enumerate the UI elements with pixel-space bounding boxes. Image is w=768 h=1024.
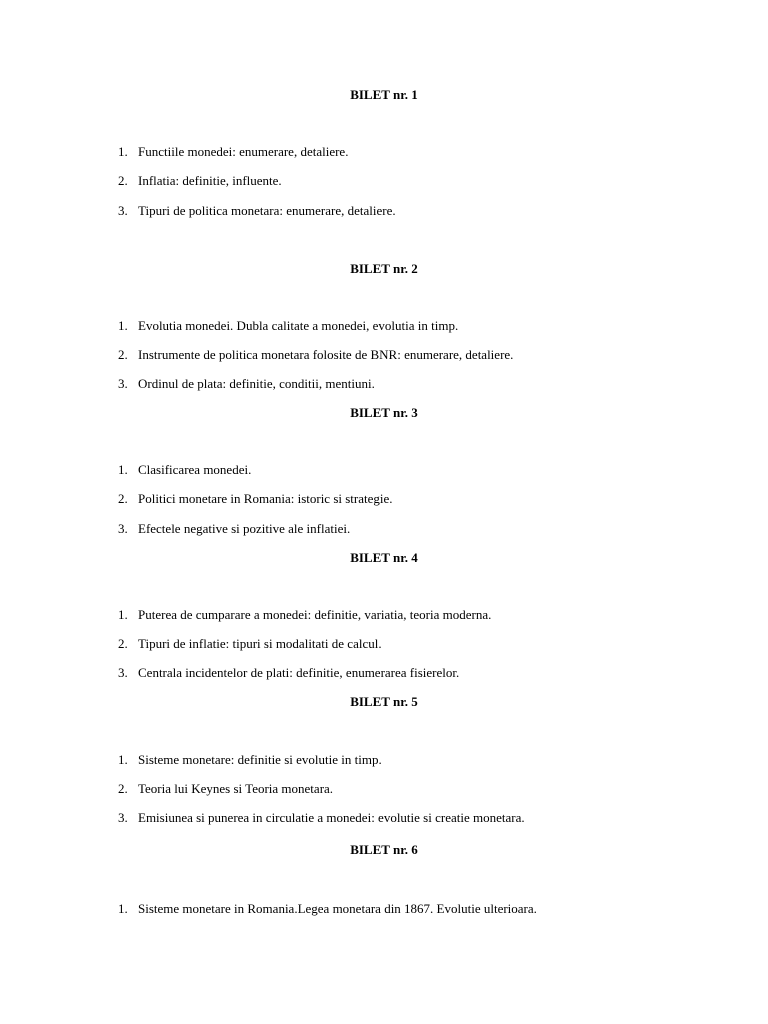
ticket-4-question-2 bbox=[118, 636, 738, 652]
question-number: 2. bbox=[118, 781, 128, 796]
question-number: 1. bbox=[118, 318, 128, 333]
ticket-4-question-1 bbox=[118, 607, 738, 623]
question-text: Politici monetare in Romania: istoric si strategie. bbox=[138, 491, 393, 506]
question-text: Functiile monedei: enumerare, detaliere. bbox=[138, 144, 349, 159]
question-number: 3. bbox=[118, 521, 128, 536]
question-number: 2. bbox=[118, 173, 128, 188]
question-text: Tipuri de inflatie: tipuri si modalitati de calcul. bbox=[138, 636, 382, 651]
question-text: Clasificarea monedei. bbox=[138, 462, 252, 477]
question-number: 1. bbox=[118, 752, 128, 767]
ticket-2-question-3 bbox=[118, 376, 738, 392]
ticket-3-question-2 bbox=[118, 491, 738, 507]
question-text: Efectele negative si pozitive ale inflatiei. bbox=[138, 521, 351, 536]
ticket-3-question-1 bbox=[118, 462, 738, 478]
question-text: Evolutia monedei. Dubla calitate a monedei, evolutia in timp. bbox=[138, 318, 459, 333]
question-number: 1. bbox=[118, 462, 128, 477]
question-text: Sisteme monetare: definitie si evolutie in timp. bbox=[138, 752, 382, 767]
ticket-5-title: BILET nr. 5 bbox=[350, 694, 418, 709]
ticket-2-question-1 bbox=[118, 318, 738, 334]
ticket-2-question-2 bbox=[118, 347, 738, 363]
ticket-6-title: BILET nr. 6 bbox=[350, 842, 418, 857]
question-number: 3. bbox=[118, 665, 128, 680]
question-text: Instrumente de politica monetara folosite de BNR: enumerare, detaliere. bbox=[138, 347, 514, 362]
ticket-1-title: BILET nr. 1 bbox=[350, 87, 418, 102]
question-text: Tipuri de politica monetara: enumerare, detaliere. bbox=[138, 203, 396, 218]
question-number: 1. bbox=[118, 607, 128, 622]
ticket-2-title: BILET nr. 2 bbox=[350, 261, 418, 276]
question-text: Sisteme monetare in Romania.Legea monetara din 1867. Evolutie ulterioara. bbox=[138, 901, 537, 916]
question-number: 3. bbox=[118, 810, 128, 825]
ticket-5-question-2 bbox=[118, 781, 738, 797]
question-text: Ordinul de plata: definitie, conditii, mentiuni. bbox=[138, 376, 375, 391]
question-text: Teoria lui Keynes si Teoria monetara. bbox=[138, 781, 334, 796]
question-number: 2. bbox=[118, 491, 128, 506]
ticket-4-question-3 bbox=[118, 665, 738, 681]
ticket-4-title: BILET nr. 4 bbox=[350, 550, 418, 565]
question-number: 1. bbox=[118, 901, 128, 916]
ticket-5-question-3 bbox=[118, 810, 738, 826]
ticket-6-question-1 bbox=[118, 901, 738, 917]
question-text: Emisiunea si punerea in circulatie a monedei: evolutie si creatie monetara. bbox=[138, 810, 525, 825]
question-number: 1. bbox=[118, 144, 128, 159]
ticket-3-title: BILET nr. 3 bbox=[350, 405, 418, 420]
ticket-3-question-3 bbox=[118, 521, 738, 537]
ticket-1-question-1 bbox=[118, 144, 738, 160]
question-number: 2. bbox=[118, 347, 128, 362]
question-number: 3. bbox=[118, 376, 128, 391]
ticket-5-question-1 bbox=[118, 752, 738, 768]
question-text: Puterea de cumparare a monedei: definitie, variatia, teoria moderna. bbox=[138, 607, 492, 622]
ticket-1-question-2 bbox=[118, 173, 738, 189]
ticket-1-question-3 bbox=[118, 203, 738, 219]
question-text: Inflatia: definitie, influente. bbox=[138, 173, 282, 188]
question-number: 2. bbox=[118, 636, 128, 651]
question-number: 3. bbox=[118, 203, 128, 218]
question-text: Centrala incidentelor de plati: definitie, enumerarea fisierelor. bbox=[138, 665, 460, 680]
